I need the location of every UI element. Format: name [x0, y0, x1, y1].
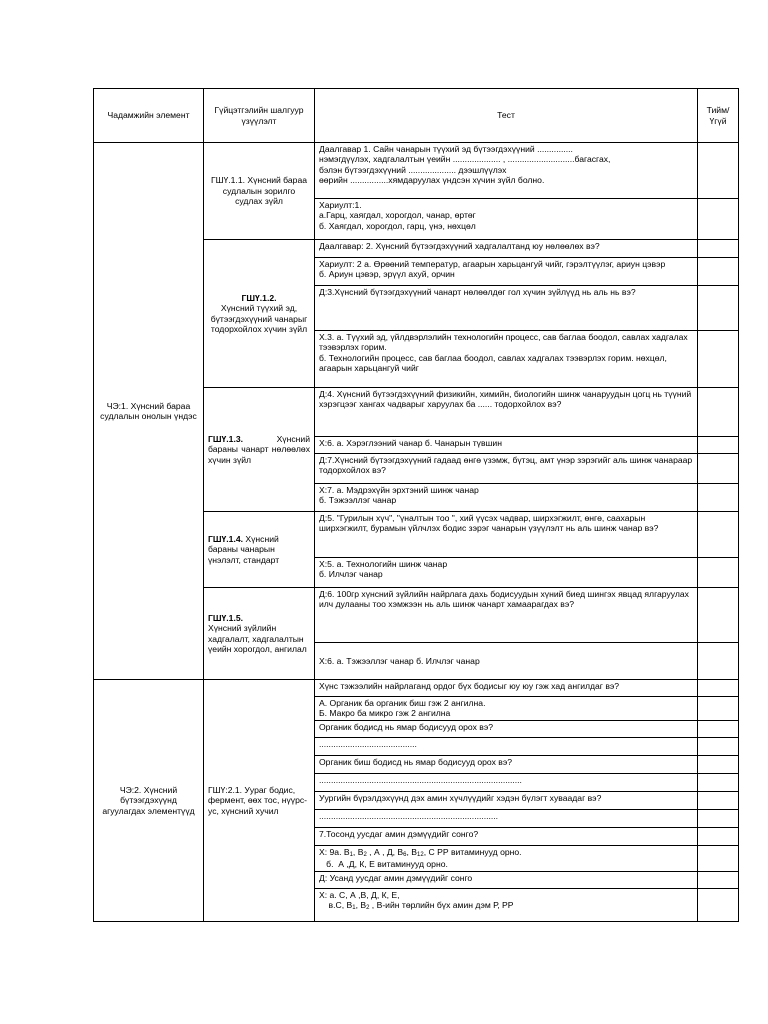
criteria-1-4: [204, 512, 315, 588]
test-answer-12: [315, 846, 698, 872]
element-2: ЧЭ:2. Хүнсний бүтээгдэхүүнд агуулагдах элементүүд: [94, 680, 204, 922]
answer-cell[interactable]: [698, 512, 739, 558]
answer-cell[interactable]: [698, 828, 739, 846]
answer-cell[interactable]: [698, 286, 739, 331]
answer-line-a: Х: а. С, А ,В, Д, К, Е,: [319, 889, 400, 900]
test-task-12: 7.Тосонд уусдаг амин дэмүүдийг сонго?: [315, 828, 698, 846]
answer-cell[interactable]: [698, 199, 739, 240]
answer-cell[interactable]: [698, 846, 739, 872]
answer-line-b: б. А ,Д, К, Е витаминууд орно.: [319, 859, 448, 870]
answer-cell[interactable]: [698, 680, 739, 697]
test-task-4: Д:4. Хүнсний бүтээгдэхүүний физикийн, химийн, биологийн шинж чанаруудын цогц нь түүний хэрэгцээг хангах чадварыг харуулах ба ...... тодорхойлох вэ?: [315, 388, 698, 437]
answer-cell[interactable]: [698, 888, 739, 921]
answer-line-b: в.С, В1, В2 , В-ийн төрлийн бүх амин дэм Р, РР: [319, 900, 514, 912]
criteria-code: ГШҮ.1.4.: [208, 533, 244, 544]
answer-cell[interactable]: [698, 331, 739, 388]
answer-cell[interactable]: [698, 258, 739, 286]
test-task-3: Д:3.Хүнсний бүтээгдэхүүний чанарт нөлөөлдөг гол хүчин зүйлүүд нь аль нь вэ?: [315, 286, 698, 331]
test-task-11: Уургийн бүрэлдэхүүнд дэх амин хүчлүүдийг хэдэн бүлэгт хуваадаг вэ?: [315, 792, 698, 810]
test-task-7: Д:6. 100гр хүнсний зүйлийн найрлага дахь бодисуудын хүний биед шингэх явцад ялгаруулах илч дулааны тоо хэмжээн нь аль шинж чанарт хамаарагдах вэ?: [315, 588, 698, 643]
criteria-1-5: [204, 588, 315, 680]
test-task-8: Хүнс тэжээлийн найрлаганд ордог бүх бодисыг юу юу гэж хад ангилдаг вэ?: [315, 680, 698, 697]
answer-cell[interactable]: [698, 792, 739, 810]
test-answer-8: А. Органик ба органик биш гэж 2 ангилна. Б. Макро ба микро гэж 2 ангилна: [315, 697, 698, 721]
answer-line-a: Х: 9а. В1, В2 , А , Д, В6, В12, С РР витаминууд орно.: [319, 847, 522, 858]
test-answer-3: Х.3. а. Түүхий эд, үйлдвэрлэлийн технологийн процесс, сав баглаа боодол, савлах хадгалах тээвэрлэх горим. б. Технологийн процесс, сав баглаа боодол, савлах хадгалах тээвэрлэх горим. нөхцөл, агаарын харьцангуй чийг: [315, 331, 698, 388]
test-answer-11: ...........................................................................: [315, 810, 698, 828]
header-row: [94, 89, 739, 143]
test-task-6: Д:5. "Гурилын хүч", "үналтын тоо ", хий үүсэх чадвар, ширхэгжилт, өнгө, саахарын ширхэгжилт, бурамын үйлчлэх бодис зэрэг чанарын үзүүлэлт нь аль шинж чанар вэ?: [315, 512, 698, 558]
criteria-code: ГШҮ.1.5.: [208, 612, 244, 623]
test-answer-10: .....................................................................................: [315, 774, 698, 792]
answer-cell[interactable]: [698, 810, 739, 828]
criteria-code: ГШҮ.1.2.: [241, 292, 277, 303]
answer-cell[interactable]: [698, 756, 739, 774]
criteria-1-1: ГШҮ.1.1. Хүнсний бараа судлалын зорилго судлах зүйл: [204, 143, 315, 240]
criteria-2-1: ГШҮ:2.1. Уураг бодис, фермент, өөх тос, нүүрс- ус, хүнсний хучил: [204, 680, 315, 922]
table-row: [94, 143, 739, 199]
answer-cell[interactable]: [698, 738, 739, 756]
answer-cell[interactable]: [698, 143, 739, 199]
answer-cell[interactable]: [698, 240, 739, 258]
test-answer-9: .........................................: [315, 738, 698, 756]
test-task-13: Д: Усанд уусдаг амин дэмүүдийг сонго: [315, 871, 698, 888]
test-answer-1: Хариулт:1. а.Гарц, хаягдал, хорогдол, чанар, өртөг б. Хаягдал, хорогдол, гарц, үнэ, нөхцөл: [315, 199, 698, 240]
test-answer-6: Х:5. а. Технологийн шинж чанар б. Илчлэг чанар: [315, 558, 698, 588]
table-row: [94, 680, 739, 697]
test-task-2: Даалгавар: 2. Хүнсний бүтээгдэхүүний хадгалалтанд юу нөлөөлөх вэ?: [315, 240, 698, 258]
criteria-1-2: [204, 240, 315, 388]
header-element: Чадамжийн элемент: [94, 89, 204, 143]
answer-cell[interactable]: [698, 437, 739, 454]
test-answer-7: Х:6. а. Тэжээллэг чанар б. Илчлэг чанар: [315, 643, 698, 680]
answer-cell[interactable]: [698, 388, 739, 437]
test-task-1: Даалгавар 1. Сайн чанарын түүхий эд бүтээгдэхүүний ............... нэмэгдүүлэх, хадгалалтын үеийн .................... , ............................багасгах, бэлэн бүтээгдэхүүний .................... дээшлүүлэх өөрийн ................хямдаруулах үндсэн хүчин зүйл болно.: [315, 143, 698, 199]
criteria-text: Хүнсний бараны чанарын үнэлэлт, стандарт: [208, 533, 280, 565]
test-task-9: Органик бодисд нь ямар бодисууд орох вэ?: [315, 721, 698, 738]
header-yes-no: Тийм/ Үгүй: [698, 89, 739, 143]
answer-cell[interactable]: [698, 774, 739, 792]
answer-cell[interactable]: [698, 588, 739, 643]
test-task-5: Д:7.Хүнсний бүтээгдэхүүний гадаад өнгө үзэмж, бүтэц, амт үнэр зэрэгийг аль шинж чанараар тодорхойлох вэ?: [315, 454, 698, 484]
test-task-10: Органик биш бодисд нь ямар бодисууд орох вэ?: [315, 756, 698, 774]
answer-cell[interactable]: [698, 454, 739, 484]
criteria-code: ГШҮ.1.3.: [208, 433, 244, 444]
header-test: Тест: [315, 89, 698, 143]
criteria-1-3: [204, 388, 315, 512]
header-criteria: Гүйцэтгэлийн шалгуур үзүүлэлт: [204, 89, 315, 143]
answer-cell[interactable]: [698, 484, 739, 512]
answer-cell[interactable]: [698, 558, 739, 588]
assessment-table: [93, 88, 739, 922]
answer-cell[interactable]: [698, 697, 739, 721]
element-1: ЧЭ:1. Хүнсний бараа судлалын онолын үндэс: [94, 143, 204, 680]
test-answer-4: Х:6. а. Хэрэглээний чанар б. Чанарын түвшин: [315, 437, 698, 454]
test-answer-5: Х:7. а. Мэдрэхүйн эрхтэний шинж чанар б. Тэжээллэг чанар: [315, 484, 698, 512]
answer-cell[interactable]: [698, 643, 739, 680]
criteria-text: Хүнсний бараны чанарт нөлөөлөх хүчин зүйл: [208, 433, 310, 465]
criteria-text: Хүнсний зүйлийн хадгалалт, хадгалалтын үеийн хорогдол, ангилал: [208, 623, 307, 654]
test-answer-2: Хариулт: 2 а. Өрөөний температур, агаарын харьцангуй чийг, гэрэлтүүлэг, ариун цэвэр б. Ариун цэвэр, эрүүл ахуй, орчин: [315, 258, 698, 286]
criteria-text: Хүнсний түүхий эд, бүтээгдэхүүний чанарыг тодорхойлох хүчин зүйл: [210, 303, 308, 334]
answer-cell[interactable]: [698, 871, 739, 888]
test-answer-13: [315, 888, 698, 921]
answer-cell[interactable]: [698, 721, 739, 738]
